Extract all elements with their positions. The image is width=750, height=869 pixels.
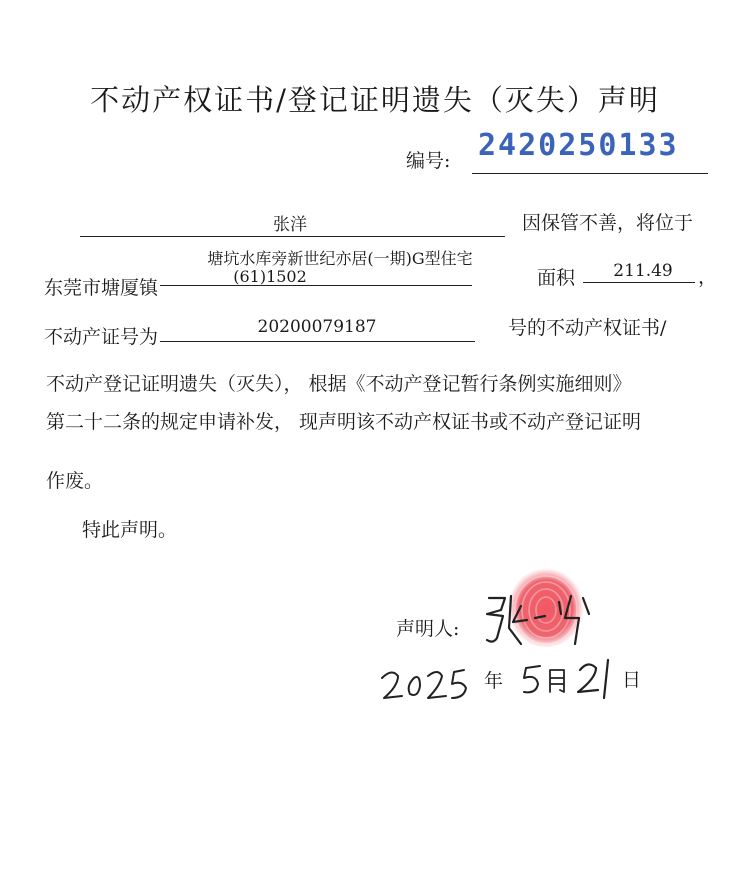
date-day-unit: 日	[622, 669, 642, 691]
document-title: 不动产权证书/登记证明遗失（灭失）声明	[90, 83, 660, 117]
declarant-label: 声明人:	[396, 618, 460, 640]
location-prefix: 东莞市塘厦镇	[44, 277, 159, 299]
date-year-value	[380, 700, 383, 701]
cert-number: 20200079187	[257, 317, 377, 337]
date-year-unit: 年	[484, 670, 504, 692]
reason-text: 因保管不善，将位于	[522, 212, 694, 234]
date-day-handwritten	[574, 654, 620, 702]
date-month-unit	[560, 700, 561, 701]
body-line-3: 作废。	[46, 470, 104, 492]
date-month-unit-handwritten	[546, 664, 568, 696]
address-line-2: (61)1502	[233, 267, 307, 286]
serial-number: 2420250133	[478, 128, 679, 163]
signature	[475, 588, 605, 650]
date-year-handwritten	[378, 664, 478, 706]
cert-underline	[160, 341, 475, 342]
closing-text: 特此声明。	[82, 519, 178, 541]
serial-label: 编号:	[406, 150, 451, 172]
area-underline	[583, 282, 695, 283]
date-month-value	[520, 700, 521, 701]
cert-suffix: 号的不动产权证书/	[508, 317, 667, 339]
date-day-value	[580, 700, 581, 701]
cert-label: 不动产证号为	[44, 326, 159, 348]
area-label: 面积	[537, 267, 576, 289]
declarant-name-fill: 张洋	[273, 215, 307, 235]
body-line-2: 第二十二条的规定申请补发， 现声明该不动产权证书或不动产登记证明	[46, 411, 642, 433]
name-underline	[80, 236, 505, 237]
serial-underline	[472, 173, 708, 174]
area-value: 211.49	[613, 261, 673, 281]
address-line-1: 塘坑水库旁新世纪亦居(一期)G型住宅	[207, 249, 473, 268]
address-underline	[160, 285, 472, 286]
body-line-1: 不动产登记证明遗失（灭失）， 根据《不动产登记暂行条例实施细则》	[46, 373, 632, 395]
area-suffix: ，	[698, 266, 718, 288]
date-month-handwritten	[518, 662, 548, 698]
